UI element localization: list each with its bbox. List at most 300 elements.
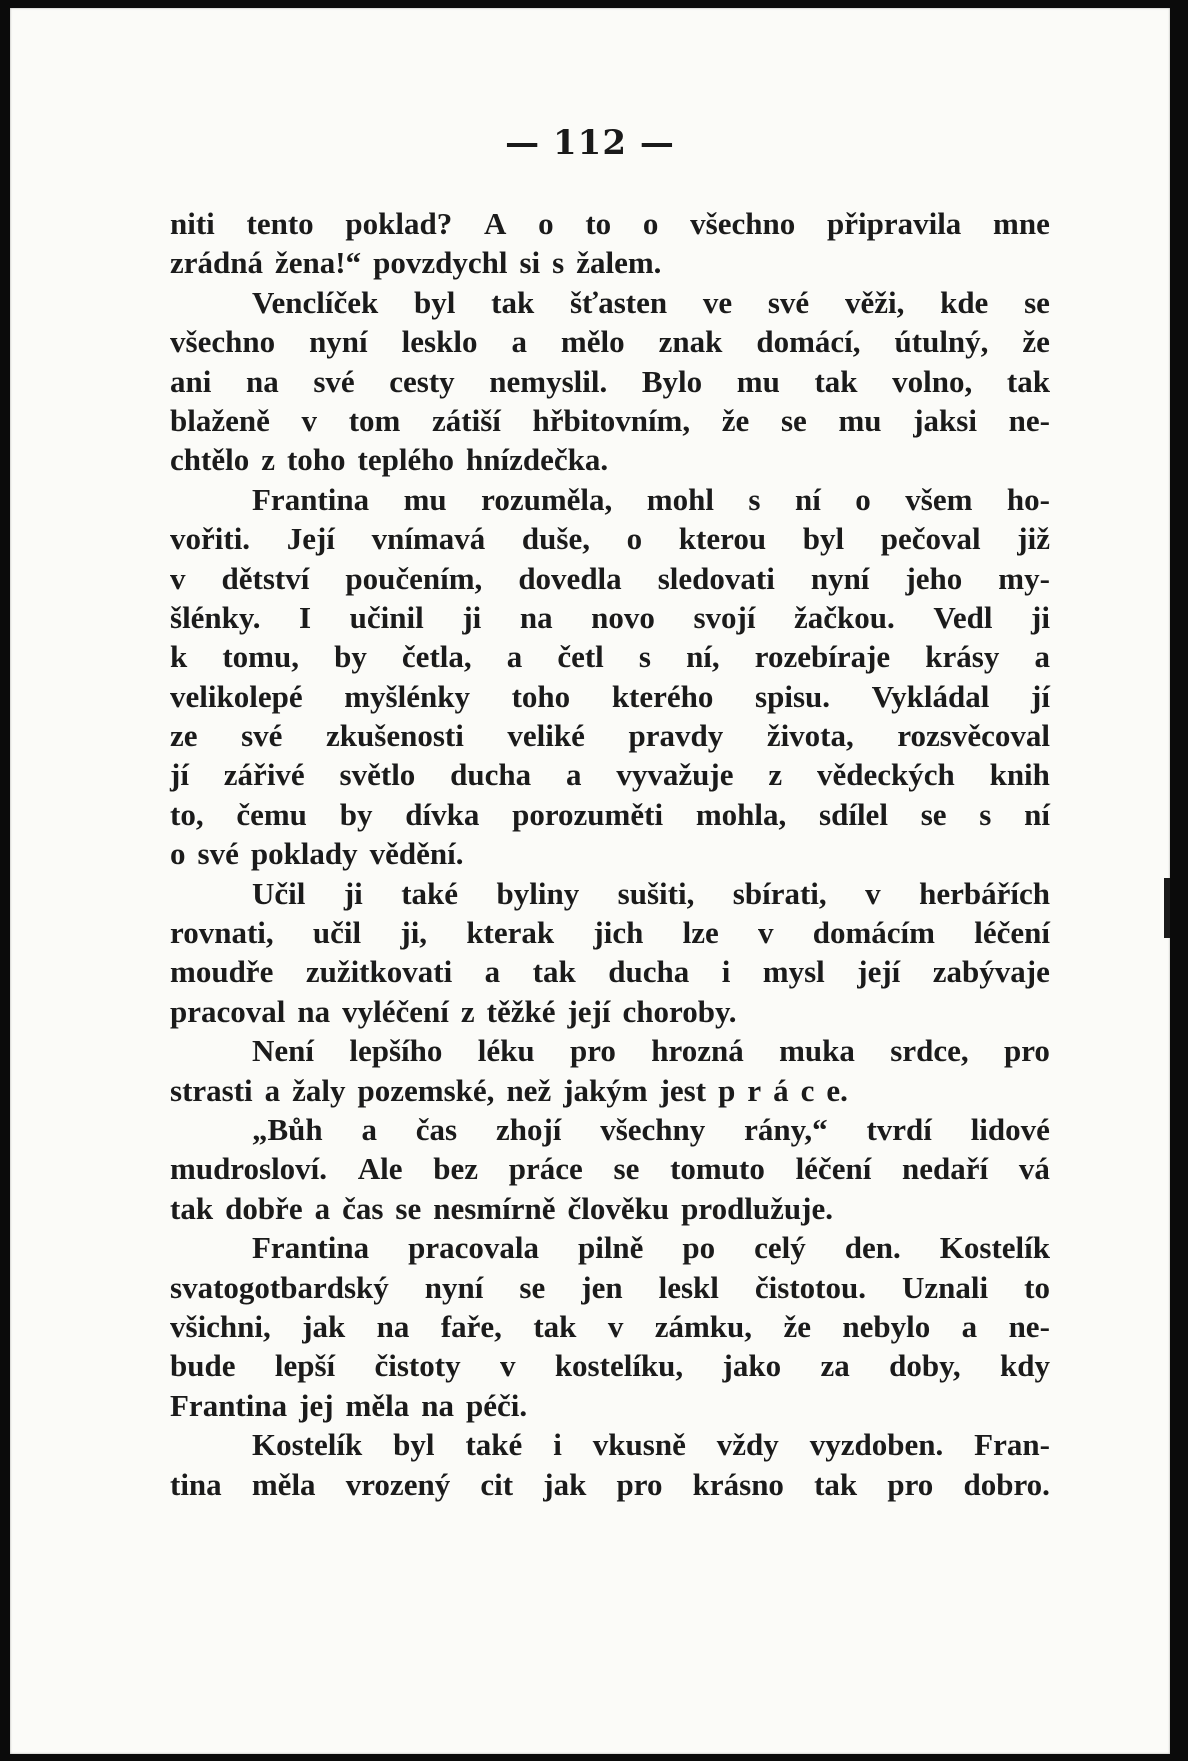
- word: mysl: [762, 954, 825, 990]
- text-line: [170, 1031, 1050, 1070]
- word: by: [339, 796, 373, 832]
- word: vkusně: [592, 1427, 686, 1463]
- word: A: [484, 206, 507, 241]
- word: zátiší: [432, 402, 501, 438]
- word: sledovati: [657, 560, 775, 596]
- word: a: [484, 954, 501, 990]
- word: nebylo: [842, 1308, 931, 1344]
- word: také: [465, 1427, 523, 1463]
- word: ji: [343, 875, 363, 911]
- word: se: [920, 796, 947, 832]
- word: byliny: [496, 875, 580, 911]
- word: a: [1034, 639, 1050, 675]
- word: pečoval: [880, 521, 981, 557]
- text-line: [170, 1149, 1050, 1188]
- word: v: [757, 915, 774, 951]
- word: domácí,: [756, 324, 861, 360]
- word: pilně: [577, 1230, 644, 1266]
- word: ducha: [608, 954, 690, 990]
- word: faře,: [440, 1308, 502, 1344]
- word: nesmírně: [433, 1190, 556, 1226]
- word: že: [721, 402, 750, 438]
- word: již: [1017, 521, 1050, 557]
- text-line: [170, 1425, 1050, 1464]
- word: tomuto: [670, 1151, 765, 1187]
- word: to,: [170, 796, 204, 832]
- word: světlo: [339, 757, 416, 793]
- text-line: [170, 1110, 1050, 1149]
- word: a: [566, 757, 582, 793]
- word: myšlénky: [344, 678, 470, 714]
- text-line: [170, 1228, 1050, 1267]
- word: tak: [1006, 363, 1050, 399]
- word: mohla,: [695, 796, 787, 832]
- word: pravdy: [628, 718, 724, 754]
- word: v: [607, 1308, 624, 1344]
- word: svatogotbardský: [170, 1269, 389, 1305]
- text-line: [170, 1346, 1050, 1385]
- word: rozsvěcoval: [897, 718, 1050, 754]
- word: sdílel: [819, 796, 888, 832]
- word: všechno: [170, 324, 276, 360]
- word: mělo: [560, 324, 625, 360]
- word: vá: [1018, 1151, 1050, 1187]
- word: pro: [616, 1466, 663, 1502]
- word: četla,: [401, 639, 472, 675]
- word: krásno: [692, 1466, 784, 1502]
- word: ve: [702, 284, 733, 320]
- word: bude: [170, 1348, 236, 1384]
- word: by: [334, 639, 367, 675]
- text-line: [170, 204, 1050, 243]
- word: šlénky.: [170, 599, 261, 635]
- word: dětství: [221, 560, 310, 596]
- word: ji,: [400, 915, 428, 951]
- word: my-: [998, 560, 1050, 596]
- word: toho: [511, 678, 571, 714]
- word: ní: [1024, 796, 1050, 832]
- word: i: [553, 1427, 562, 1463]
- word: kterou: [678, 521, 767, 557]
- word: čas: [415, 1111, 458, 1147]
- word: sušiti,: [617, 875, 695, 911]
- word: jak: [302, 1308, 346, 1344]
- word: na: [245, 363, 279, 399]
- word: jakým: [563, 1072, 648, 1108]
- word: mohl: [646, 481, 714, 517]
- word: niti: [170, 206, 215, 241]
- word: to: [585, 206, 612, 241]
- word: knih: [989, 757, 1050, 793]
- word: čas: [342, 1190, 384, 1226]
- word: ji: [462, 599, 482, 635]
- word: kdy: [999, 1348, 1050, 1384]
- word: e.: [826, 1072, 848, 1108]
- word: kterého: [611, 678, 714, 714]
- word: herbářích: [919, 875, 1050, 911]
- word: ducha: [450, 757, 532, 793]
- word: na: [519, 599, 553, 635]
- text-line: [170, 559, 1050, 598]
- word: jak: [543, 1466, 587, 1502]
- word: četl: [557, 639, 604, 675]
- word: teplého: [357, 442, 454, 478]
- word: v: [301, 402, 318, 438]
- word: na: [376, 1308, 410, 1344]
- word: zhojí: [495, 1111, 562, 1147]
- word: I: [299, 599, 312, 635]
- word: dovedla: [518, 560, 622, 596]
- text-line: [170, 440, 1050, 479]
- word: pro: [887, 1466, 934, 1502]
- word: čistotou.: [754, 1269, 866, 1305]
- word: porozuměti: [512, 796, 664, 832]
- page-edge-mark: [1164, 878, 1170, 938]
- word: o: [626, 521, 643, 557]
- word: nyní: [810, 560, 870, 596]
- word: mudrosloví.: [170, 1151, 328, 1187]
- word: hřbitovním,: [532, 402, 691, 438]
- word: než: [506, 1072, 552, 1108]
- word: a: [361, 1111, 377, 1147]
- word: vyléčení: [342, 993, 449, 1029]
- word: připravila: [826, 206, 962, 241]
- word: tvrdí: [866, 1111, 932, 1147]
- word: se: [613, 1151, 640, 1187]
- word: s: [748, 481, 761, 517]
- word: vždy: [716, 1427, 779, 1463]
- word: mu: [838, 402, 882, 438]
- word: učil: [312, 915, 362, 951]
- text-line: [170, 362, 1050, 401]
- word: jen: [581, 1269, 623, 1305]
- word: ze: [170, 718, 198, 754]
- word: její: [567, 993, 611, 1029]
- word: všem: [905, 481, 973, 517]
- word: ní,: [686, 639, 720, 675]
- word: Frantina: [252, 1230, 370, 1266]
- word: i: [721, 954, 731, 990]
- word: c: [800, 1072, 815, 1108]
- word: tak: [814, 363, 858, 399]
- word: povzdychl: [373, 245, 508, 281]
- word: cesty: [389, 363, 455, 399]
- word: života,: [766, 718, 854, 754]
- word: kostelíku,: [554, 1348, 684, 1384]
- word: žena!“: [275, 245, 362, 281]
- text-line: [170, 1268, 1050, 1307]
- word: bez: [433, 1151, 479, 1187]
- word: na: [421, 1387, 454, 1423]
- word: po: [682, 1230, 716, 1266]
- word: dobro.: [963, 1466, 1050, 1502]
- word: o: [170, 836, 186, 872]
- word: moudře: [170, 954, 274, 990]
- word: k: [170, 639, 188, 675]
- word: měla: [251, 1466, 316, 1502]
- word: zabývaje: [932, 954, 1050, 990]
- word: poklad?: [345, 206, 453, 241]
- word: rány,“: [744, 1111, 828, 1147]
- word: práce: [508, 1151, 583, 1187]
- word: rovnati,: [170, 915, 274, 951]
- text-line: [170, 598, 1050, 637]
- word: rozuměla,: [481, 481, 613, 517]
- word: jich: [593, 915, 644, 951]
- word: o: [855, 481, 871, 517]
- word: měla: [345, 1387, 410, 1423]
- word: poklady: [250, 836, 358, 872]
- book-page: [10, 8, 1170, 1754]
- word: lesklo: [401, 324, 478, 360]
- word: vrozený: [345, 1466, 451, 1502]
- word: jako: [722, 1348, 782, 1384]
- word: Kostelík: [252, 1427, 363, 1463]
- word: své: [241, 718, 283, 754]
- word: ne-: [1008, 402, 1050, 438]
- text-line: [170, 913, 1050, 952]
- text-line: [170, 1071, 1050, 1110]
- word: lze: [682, 915, 719, 951]
- word: sbírati,: [732, 875, 827, 911]
- text-line: [170, 1386, 1050, 1425]
- word: Fran-: [974, 1427, 1050, 1463]
- word: byl: [393, 1427, 435, 1463]
- word: na: [297, 993, 331, 1029]
- word: léčení: [974, 915, 1050, 951]
- word: tak: [814, 1466, 858, 1502]
- word: ji: [1031, 599, 1050, 635]
- word: léčení: [795, 1151, 872, 1187]
- word: a: [961, 1308, 978, 1344]
- word: s: [638, 639, 651, 675]
- word: Uznali: [902, 1269, 989, 1305]
- word: žalem.: [576, 245, 662, 281]
- word: tina: [170, 1466, 222, 1502]
- word: učinil: [349, 599, 424, 635]
- text-line: [170, 1465, 1050, 1504]
- text-line: [170, 755, 1050, 794]
- word: nyní: [424, 1269, 484, 1305]
- word: žačkou.: [794, 599, 895, 635]
- word: zkušenosti: [326, 718, 464, 754]
- word: člověku: [567, 1190, 670, 1226]
- word: pracovala: [408, 1230, 539, 1266]
- word: pracoval: [170, 993, 286, 1029]
- word: zámku,: [654, 1308, 753, 1344]
- text-line: [170, 637, 1050, 676]
- word: vyzdoben.: [809, 1427, 944, 1463]
- word: tak: [491, 284, 535, 320]
- word: Frantina: [252, 481, 370, 517]
- text-line: [170, 519, 1050, 558]
- page-number: — 112 —: [505, 123, 675, 163]
- word: tak: [170, 1190, 214, 1226]
- word: srdce,: [890, 1033, 969, 1069]
- text-line: [170, 480, 1050, 519]
- word: o: [538, 206, 554, 241]
- word: péči.: [465, 1387, 528, 1423]
- word: cit: [480, 1466, 514, 1502]
- word: tomu,: [222, 639, 299, 675]
- word: s: [552, 245, 565, 281]
- word: velikolepé: [170, 678, 303, 714]
- word: krásy: [925, 639, 1000, 675]
- word: lepší: [274, 1348, 336, 1384]
- body-text: [170, 204, 1050, 1504]
- text-line: [170, 243, 1050, 282]
- word: spisu.: [755, 678, 831, 714]
- word: se: [780, 402, 807, 438]
- text-line: [170, 716, 1050, 755]
- word: nemyslil.: [489, 363, 608, 399]
- word: vědeckých: [816, 757, 955, 793]
- word: léku: [477, 1033, 535, 1069]
- word: z: [261, 442, 275, 478]
- word: s: [979, 796, 992, 832]
- word: a: [314, 1190, 331, 1226]
- word: Bylo: [641, 363, 703, 399]
- word: to: [1024, 1269, 1050, 1305]
- text-line: [170, 1189, 1050, 1228]
- word: znak: [658, 324, 723, 360]
- text-line: [170, 952, 1050, 991]
- word: r: [747, 1072, 762, 1108]
- word: se: [395, 1190, 422, 1226]
- word: kterak: [466, 915, 555, 951]
- text-line: [170, 834, 1050, 873]
- word: p: [718, 1072, 736, 1108]
- word: pro: [569, 1033, 616, 1069]
- word: chtělo: [170, 442, 250, 478]
- word: rozebíraje: [754, 639, 891, 675]
- word: hnízdečka.: [465, 442, 609, 478]
- word: tak: [533, 1308, 577, 1344]
- word: nedaří: [902, 1151, 989, 1187]
- word: z: [460, 993, 475, 1029]
- word: leskl: [658, 1269, 719, 1305]
- word: den.: [844, 1230, 901, 1266]
- word: vědění.: [369, 836, 464, 872]
- word: volno,: [892, 363, 973, 399]
- word: tom: [348, 402, 401, 438]
- word: kde: [940, 284, 989, 320]
- word: Její: [286, 521, 335, 557]
- word: za: [820, 1348, 850, 1384]
- word: Frantina: [170, 1387, 288, 1423]
- word: jest: [659, 1072, 707, 1108]
- word: že: [783, 1308, 811, 1344]
- word: byl: [802, 521, 845, 557]
- word: mu: [403, 481, 447, 517]
- word: si: [519, 245, 541, 281]
- word: mu: [736, 363, 780, 399]
- word: vyvažuje: [616, 757, 734, 793]
- word: šťasten: [569, 284, 668, 320]
- word: všechno: [690, 206, 796, 241]
- word: dívka: [405, 796, 480, 832]
- word: Učil: [252, 875, 306, 911]
- word: „Bůh: [252, 1111, 323, 1147]
- word: pro: [1003, 1033, 1050, 1069]
- word: své: [767, 284, 810, 320]
- word: lidové: [970, 1111, 1050, 1147]
- word: čistoty: [374, 1348, 461, 1384]
- word: také: [401, 875, 459, 911]
- text-line: [170, 1307, 1050, 1346]
- word: ho-: [1006, 481, 1050, 517]
- word: a: [506, 639, 523, 675]
- word: ani: [170, 363, 212, 399]
- word: o: [642, 206, 659, 241]
- text-line: [170, 795, 1050, 834]
- word: novo: [591, 599, 655, 635]
- text-line: [170, 322, 1050, 361]
- word: a: [511, 324, 527, 360]
- word: muka: [779, 1033, 855, 1069]
- word: své: [197, 836, 239, 872]
- word: dobře: [225, 1190, 303, 1226]
- word: lepšího: [349, 1033, 443, 1069]
- word: jej: [299, 1387, 334, 1423]
- word: v: [499, 1348, 516, 1384]
- word: choroby.: [622, 993, 737, 1029]
- word: jí: [170, 757, 189, 793]
- word: tak: [532, 954, 576, 990]
- word: Není: [252, 1033, 314, 1069]
- word: z: [768, 757, 783, 793]
- word: ní: [794, 481, 821, 517]
- word: poučením,: [345, 560, 483, 596]
- word: toho: [286, 442, 346, 478]
- word: že: [1022, 324, 1050, 360]
- word: blaženě: [170, 402, 270, 438]
- word: věži,: [844, 284, 905, 320]
- word: všichni,: [170, 1308, 271, 1344]
- word: čemu: [236, 796, 307, 832]
- word: prodlužuje.: [681, 1190, 833, 1226]
- word: těžké: [486, 993, 556, 1029]
- word: mne: [993, 206, 1050, 241]
- word: Kostelík: [939, 1230, 1050, 1266]
- word: Venclíček: [252, 284, 379, 320]
- word: ne-: [1008, 1308, 1050, 1344]
- word: vnímavá: [371, 521, 486, 557]
- text-line: [170, 283, 1050, 322]
- word: Vedl: [933, 599, 993, 635]
- word: veliké: [507, 718, 585, 754]
- word: svojí: [693, 599, 756, 635]
- word: duše,: [521, 521, 590, 557]
- word: její: [857, 954, 901, 990]
- word: Vykládal: [871, 678, 990, 714]
- text-line: [170, 401, 1050, 440]
- word: Ale: [357, 1151, 403, 1187]
- word: strasti: [170, 1072, 253, 1108]
- word: se: [519, 1269, 546, 1305]
- word: zářivé: [223, 757, 305, 793]
- text-line: [170, 677, 1050, 716]
- word: své: [313, 363, 355, 399]
- word: tento: [246, 206, 314, 241]
- word: všechny: [600, 1111, 706, 1147]
- word: celý: [754, 1230, 806, 1266]
- word: á: [773, 1072, 789, 1108]
- word: zužitkovati: [305, 954, 453, 990]
- word: se: [1024, 284, 1050, 320]
- word: pozemské,: [357, 1072, 495, 1108]
- word: hrozná: [651, 1033, 744, 1069]
